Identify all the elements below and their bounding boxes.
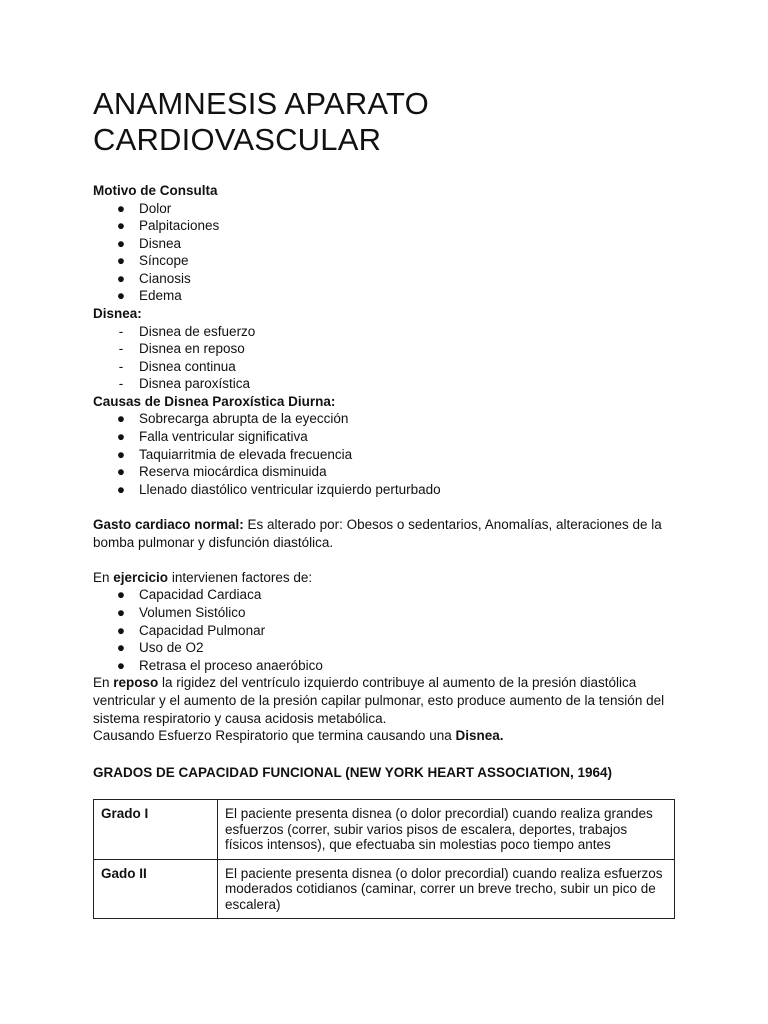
list-item: ● Síncope xyxy=(116,253,189,269)
bullet-marker: ● xyxy=(116,604,126,620)
list-item: ● Llenado diastólico ventricular izquierdo perturbado xyxy=(116,481,441,497)
list-item: ● Capacidad Pulmonar xyxy=(116,622,266,638)
reposo-keyword: reposo xyxy=(113,675,159,691)
ejercicio-keyword: ejercicio xyxy=(113,569,169,585)
list-item: - Disnea continua xyxy=(93,358,683,376)
dash-marker: - xyxy=(118,376,124,392)
list-item: ● Taquiarritmia de elevada frecuencia xyxy=(116,446,353,462)
list-item: ● Cianosis xyxy=(116,270,191,286)
document-content xyxy=(93,86,683,919)
list-item: ● Sobrecarga abrupta de la eyección xyxy=(116,411,349,427)
table-row xyxy=(94,800,675,860)
table-row xyxy=(94,859,675,919)
list-item: ● Edema xyxy=(116,288,182,304)
dash-marker: - xyxy=(118,323,124,339)
bullet-marker: ● xyxy=(116,481,126,497)
causas-heading: Causas de Disnea Paroxística Diurna: xyxy=(93,393,336,409)
list-item: ● Palpitaciones xyxy=(116,218,220,234)
causas-list xyxy=(93,410,683,498)
causando-paragraph: Causando Esfuerzo Respiratorio que termina causando una Disnea. xyxy=(93,728,504,744)
grados-heading: GRADOS DE CAPACIDAD FUNCIONAL (NEW YORK HEART ASSOCIATION, 1964) xyxy=(93,764,613,780)
grados-table xyxy=(93,799,675,919)
bullet-marker: ● xyxy=(116,288,126,304)
spacer xyxy=(93,551,683,569)
motivo-list xyxy=(93,200,683,306)
reposo-paragraph: En reposo la rigidez del ventrículo izquierdo contribuye al aumento de la presión diastólica ventricular y el aumento de la presión capilar pulmonar, esto produce aumento de la tensión del sistema respiratorio y causa acidosis metabólica. xyxy=(93,675,665,726)
bullet-marker: ● xyxy=(116,446,126,462)
document-title xyxy=(93,86,683,158)
disnea-list xyxy=(93,323,683,393)
bullet-marker: ● xyxy=(116,640,126,656)
list-item: ● Uso de O2 xyxy=(116,640,204,656)
list-item: - Disnea en reposo xyxy=(93,340,683,358)
bullet-marker: ● xyxy=(116,464,126,480)
bullet-marker: ● xyxy=(116,411,126,427)
list-item: ● Dolor xyxy=(116,200,172,216)
bullet-marker: ● xyxy=(116,587,126,603)
list-item: ● Reserva miocárdica disminuida xyxy=(116,464,327,480)
list-item: ● Retrasa el proceso anaeróbico xyxy=(116,657,323,673)
list-item: - Disnea paroxística xyxy=(93,375,683,393)
bullet-marker: ● xyxy=(116,429,126,445)
dash-marker: - xyxy=(118,341,124,357)
bullet-marker: ● xyxy=(116,253,126,269)
bullet-marker: ● xyxy=(116,622,126,638)
grade-cell: Grado I xyxy=(94,800,218,860)
description-cell: El paciente presenta disnea (o dolor precordial) cuando realiza esfuerzos moderados cotidianos (caminar, correr un breve trecho, subir un pico de escalera) xyxy=(218,859,675,919)
disnea-heading: Disnea: xyxy=(93,306,142,322)
list-item: ● Capacidad Cardiaca xyxy=(116,587,262,603)
list-item: ● Disnea xyxy=(116,235,182,251)
bullet-marker: ● xyxy=(116,270,126,286)
spacer xyxy=(93,498,683,516)
grade-cell: Gado II xyxy=(94,859,218,919)
dash-marker: - xyxy=(118,358,124,374)
description-cell: El paciente presenta disnea (o dolor precordial) cuando realiza grandes esfuerzos (correr, subir varios pisos de escalera, deportes, trabajos físicos intensos), que efectuaba sin molestias poco tiempo antes xyxy=(218,800,675,860)
bullet-marker: ● xyxy=(116,200,126,216)
ejercicio-list xyxy=(93,586,683,674)
list-item: ● Falla ventricular significativa xyxy=(116,429,308,445)
ejercicio-intro: En ejercicio intervienen factores de: xyxy=(93,569,313,585)
title-line-2: CARDIOVASCULAR xyxy=(93,122,382,157)
title-line-1: ANAMNESIS APARATO xyxy=(93,86,429,121)
motivo-heading: Motivo de Consulta xyxy=(93,183,218,198)
gasto-text: Es alterado por: Obesos o sedentarios, Anomalías, alteraciones de la bomba pulmonar y disfunción diastólica. xyxy=(93,517,662,550)
disnea-keyword: Disnea. xyxy=(455,728,504,744)
gasto-label: Gasto cardiaco normal: xyxy=(93,517,244,532)
list-item: ● Volumen Sistólico xyxy=(116,604,246,620)
bullet-marker: ● xyxy=(116,218,126,234)
list-item: - Disnea de esfuerzo xyxy=(93,323,683,341)
gasto-paragraph xyxy=(93,516,683,551)
bullet-marker: ● xyxy=(116,235,126,251)
bullet-marker: ● xyxy=(116,657,126,673)
